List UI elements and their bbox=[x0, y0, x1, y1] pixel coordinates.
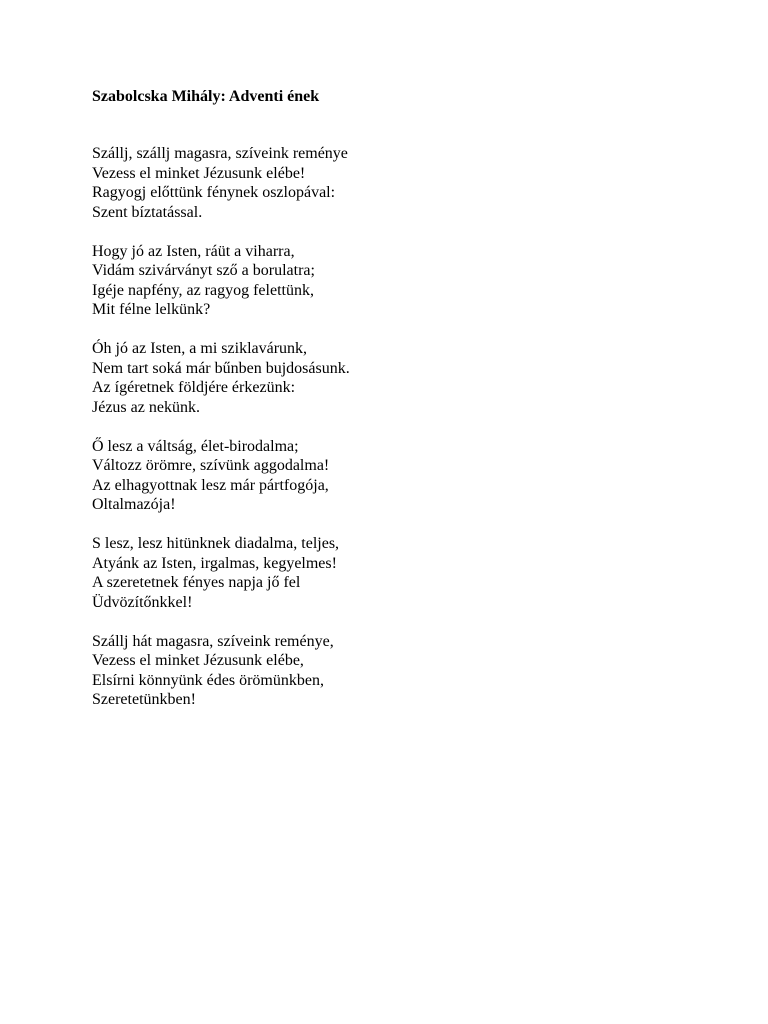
stanza-2 bbox=[92, 242, 692, 320]
stanza-6 bbox=[92, 632, 692, 710]
stanza-1 bbox=[92, 144, 692, 222]
poem-line: Vezess el minket Jézusunk elébe, bbox=[92, 652, 304, 669]
poem-line: Vezess el minket Jézusunk elébe! bbox=[92, 164, 306, 182]
poem-line: Üdvözítőnkkel! bbox=[92, 593, 193, 611]
poem-line: Nem tart soká már bűnben bujdosásunk. bbox=[92, 359, 350, 377]
poem-line: Elsírni könnyünk édes örömünkben, bbox=[92, 671, 324, 689]
poem-line: Hogy jó az Isten, ráüt a viharra, bbox=[92, 242, 295, 260]
poem-line: Szállj, szállj magasra, szíveink reménye bbox=[92, 145, 348, 162]
poem-line: Szeretetünkben! bbox=[92, 691, 196, 708]
poem-line: Szent bíztatással. bbox=[92, 203, 203, 221]
poem-line: Vidám szivárványt sző a borulatra; bbox=[92, 262, 315, 279]
poem-line: Változz örömre, szívünk aggodalma! bbox=[92, 457, 330, 474]
poem-line: Óh jó az Isten, a mi sziklavárunk, bbox=[92, 340, 308, 357]
stanza-3 bbox=[92, 339, 692, 417]
poem-body bbox=[92, 144, 692, 729]
poem-line: Az elhagyottnak lesz már pártfogója, bbox=[92, 476, 329, 494]
poem-line: S lesz, lesz hitünknek diadalma, teljes, bbox=[92, 535, 340, 552]
stanza-5 bbox=[92, 534, 692, 612]
poem-line: Az ígéretnek földjére érkezünk: bbox=[92, 379, 296, 396]
stanza-4 bbox=[92, 437, 692, 515]
poem-line: Atyánk az Isten, irgalmas, kegyelmes! bbox=[92, 554, 337, 572]
poem-line: Mit félne lelkünk? bbox=[92, 301, 211, 318]
poem-line: Ő lesz a váltság, élet-birodalma; bbox=[92, 437, 299, 455]
poem-line: Jézus az nekünk. bbox=[92, 398, 200, 416]
poem-line: A szeretetnek fényes napja jő fel bbox=[92, 574, 301, 591]
poem-line: Igéje napfény, az ragyog felettünk, bbox=[92, 281, 314, 299]
poem-line: Ragyogj előttünk fénynek oszlopával: bbox=[92, 184, 336, 201]
poem-line: Oltalmazója! bbox=[92, 496, 176, 513]
poem-line: Szállj hát magasra, szíveink reménye, bbox=[92, 632, 334, 650]
poem-title: Szabolcska Mihály: Adventi ének bbox=[92, 88, 320, 105]
